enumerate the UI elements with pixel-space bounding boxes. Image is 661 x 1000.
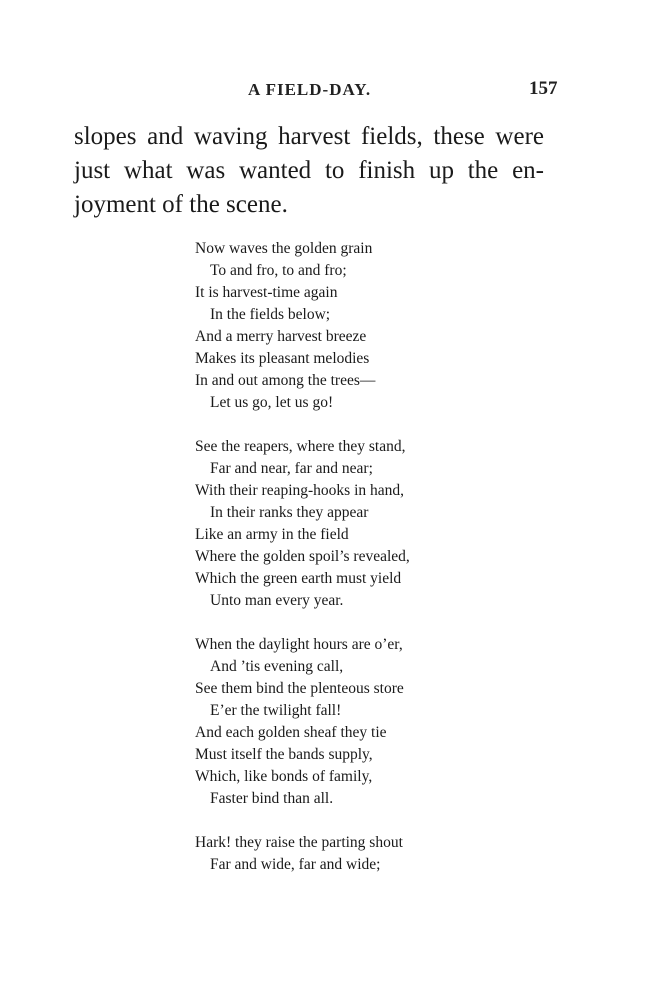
poem [195, 238, 525, 898]
verse-line: And a merry harvest breeze [195, 328, 367, 345]
verse-line: See them bind the plenteous store [195, 680, 404, 697]
verse-line: In and out among the trees— [195, 372, 376, 389]
verse-line: Far and wide, far and wide; [210, 856, 381, 873]
verse-line: Hark! they raise the parting shout [195, 834, 403, 851]
verse-line: To and fro, to and fro; [210, 262, 347, 279]
poem-stanza [195, 634, 525, 810]
poem-stanza [195, 238, 525, 414]
verse-line: Which, like bonds of family, [195, 768, 373, 785]
page-header [0, 80, 661, 104]
verse-line: Far and near, far and near; [210, 460, 373, 477]
verse-line: And each golden sheaf they tie [195, 724, 387, 741]
prose-paragraph [74, 120, 544, 222]
prose-line: slopes and waving harvest fields, these were [74, 123, 544, 150]
verse-line: Now waves the golden grain [195, 240, 373, 257]
verse-line: In the fields below; [210, 306, 331, 323]
verse-line: Let us go, let us go! [210, 394, 334, 411]
verse-line: See the reapers, where they stand, [195, 438, 406, 455]
verse-line: In their ranks they appear [210, 504, 369, 521]
verse-line: Makes its pleasant melodies [195, 350, 370, 367]
verse-line: Must itself the bands supply, [195, 746, 373, 763]
verse-line: Where the golden spoil’s revealed, [195, 548, 410, 565]
running-head: A FIELD-DAY. [248, 80, 372, 99]
verse-line: Which the green earth must yield [195, 570, 402, 587]
poem-stanza [195, 436, 525, 612]
verse-line: Faster bind than all. [210, 790, 334, 807]
prose-line: joyment of the scene. [74, 191, 288, 218]
prose-line: just what was wanted to finish up the en- [74, 157, 544, 184]
verse-line: When the daylight hours are o’er, [195, 636, 403, 653]
verse-line: And ’tis evening call, [210, 658, 344, 675]
verse-line: Unto man every year. [210, 592, 344, 609]
verse-line: E’er the twilight fall! [210, 702, 342, 719]
verse-line: It is harvest-time again [195, 284, 338, 301]
verse-line: Like an army in the field [195, 526, 349, 543]
poem-stanza [195, 832, 525, 876]
verse-line: With their reaping-hooks in hand, [195, 482, 405, 499]
page-number: 157 [529, 78, 558, 99]
